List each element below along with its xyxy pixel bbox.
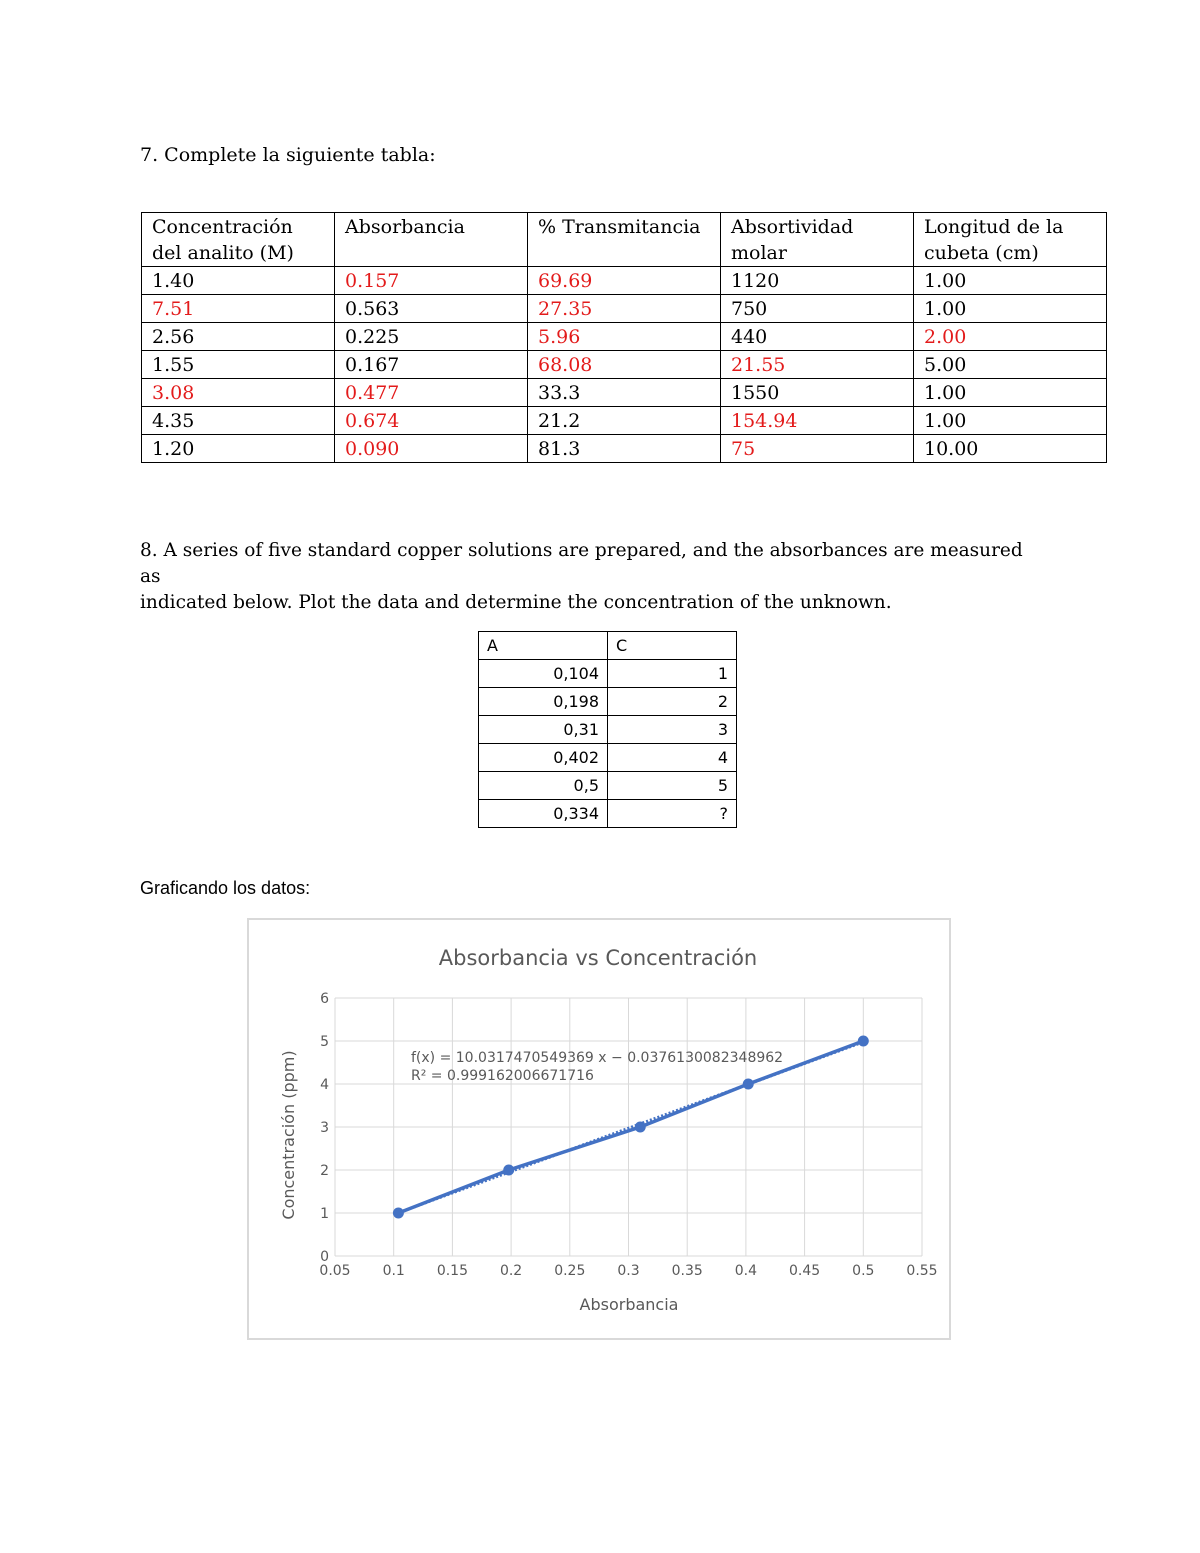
table-cell: 1.00 (914, 379, 1107, 407)
table-cell: 440 (721, 323, 914, 351)
x-axis-label: Absorbancia (579, 1295, 679, 1314)
table-cell: 1.00 (914, 407, 1107, 435)
x-tick-label: 0.35 (671, 1263, 703, 1279)
table-cell: 21.2 (528, 407, 721, 435)
table-cell: 27.35 (528, 295, 721, 323)
table-header-cell: Concentración del analito (M) (142, 213, 335, 267)
table-cell: 154.94 (721, 407, 914, 435)
y-axis-label: Concentración (ppm) (279, 1050, 298, 1220)
y-tick-label: 3 (320, 1120, 329, 1136)
x-tick-label: 0.2 (499, 1263, 523, 1279)
y-tick-label: 2 (320, 1163, 329, 1179)
x-tick-label: 0.45 (789, 1263, 821, 1279)
table-header-cell: C (608, 632, 737, 660)
table-cell: 750 (721, 295, 914, 323)
x-tick-label: 0.1 (382, 1263, 405, 1279)
y-tick-label: 5 (320, 1034, 329, 1050)
table-cell: 69.69 (528, 267, 721, 295)
y-tick-label: 0 (320, 1249, 329, 1265)
y-tick-label: 1 (320, 1206, 329, 1222)
table-cell: 3.08 (142, 379, 335, 407)
x-tick-label: 0.25 (554, 1263, 586, 1279)
question-8-text (140, 538, 1040, 616)
x-tick-label: 0.05 (319, 1263, 351, 1279)
table-row (479, 716, 737, 744)
x-tick-label: 0.55 (906, 1263, 938, 1279)
table-cell: 0,334 (479, 800, 608, 828)
table-cell: 0,31 (479, 716, 608, 744)
table-cell: 3 (608, 716, 737, 744)
question-7-title: 7. Complete la siguiente tabla: (140, 144, 436, 166)
data-point (635, 1122, 646, 1133)
x-tick-label: 0.4 (734, 1263, 758, 1279)
x-tick-label: 0.15 (436, 1263, 468, 1279)
table-row (142, 379, 1107, 407)
data-point (858, 1036, 869, 1047)
data-point (393, 1208, 404, 1219)
table-header-cell: Longitud de la cubeta (cm) (914, 213, 1107, 267)
table-cell: 81.3 (528, 435, 721, 463)
table-row (142, 295, 1107, 323)
table-cell: 0.225 (335, 323, 528, 351)
table-cell: 4 (608, 744, 737, 772)
table-header-row (479, 632, 737, 660)
table-cell: 0,104 (479, 660, 608, 688)
trendline-equation: f(x) = 10.0317470549369 x − 0.0376130082348962 (411, 1050, 784, 1066)
table-row (142, 267, 1107, 295)
table-cell: 0.090 (335, 435, 528, 463)
question-8-line-1: 8. A series of five standard copper solutions are prepared, and the absorbances are measured as (140, 540, 1023, 587)
table-cell: 1550 (721, 379, 914, 407)
table-cell: 1.40 (142, 267, 335, 295)
table-cell: 0,198 (479, 688, 608, 716)
table-row (142, 435, 1107, 463)
table-header-cell: A (479, 632, 608, 660)
table-cell: 5 (608, 772, 737, 800)
table-cell: 0.563 (335, 295, 528, 323)
table-cell: 0,5 (479, 772, 608, 800)
table-cell: 7.51 (142, 295, 335, 323)
table-row (479, 688, 737, 716)
table-cell: 1.00 (914, 267, 1107, 295)
table-row (479, 772, 737, 800)
table-cell: 33.3 (528, 379, 721, 407)
table-cell: 1120 (721, 267, 914, 295)
table-cell: 1.20 (142, 435, 335, 463)
y-tick-label: 6 (320, 991, 329, 1007)
r-squared-label: R² = 0.999162006671716 (411, 1068, 594, 1084)
table-header-cell: % Transmitancia (528, 213, 721, 267)
table-cell: 0.167 (335, 351, 528, 379)
y-tick-label: 4 (320, 1077, 329, 1093)
table-cell: 1 (608, 660, 737, 688)
table-cell: 2.00 (914, 323, 1107, 351)
x-tick-label: 0.5 (852, 1263, 875, 1279)
table-cell: 2.56 (142, 323, 335, 351)
chart-title: Absorbancia vs Concentración (438, 946, 758, 970)
table-cell: 0,402 (479, 744, 608, 772)
chart-container (247, 918, 951, 1340)
table-cell: 4.35 (142, 407, 335, 435)
data-point (743, 1079, 754, 1090)
table-cell: 68.08 (528, 351, 721, 379)
table-row (479, 800, 737, 828)
table-cell: 1.55 (142, 351, 335, 379)
table-row (479, 744, 737, 772)
table-header-row (142, 213, 1107, 267)
table-cell: 5.00 (914, 351, 1107, 379)
question-8-line-2: indicated below. Plot the data and determine the concentration of the unknown. (140, 592, 892, 613)
table-cell: ? (608, 800, 737, 828)
chart-svg (249, 920, 949, 1338)
table-header-cell: Absortividad molar (721, 213, 914, 267)
table-row (479, 660, 737, 688)
table-cell: 5.96 (528, 323, 721, 351)
table-cell: 1.00 (914, 295, 1107, 323)
table-row (142, 407, 1107, 435)
table-cell: 0.477 (335, 379, 528, 407)
x-tick-label: 0.3 (617, 1263, 640, 1279)
data-point (503, 1165, 514, 1176)
table-row (142, 351, 1107, 379)
table-cell: 21.55 (721, 351, 914, 379)
table-cell: 10.00 (914, 435, 1107, 463)
table-cell: 0.157 (335, 267, 528, 295)
transmittance-table (141, 212, 1107, 463)
graph-section-label: Graficando los datos: (140, 878, 311, 898)
table-cell: 75 (721, 435, 914, 463)
table-row (142, 323, 1107, 351)
table-header-cell: Absorbancia (335, 213, 528, 267)
table-cell: 0.674 (335, 407, 528, 435)
copper-standards-table (478, 631, 737, 828)
table-cell: 2 (608, 688, 737, 716)
